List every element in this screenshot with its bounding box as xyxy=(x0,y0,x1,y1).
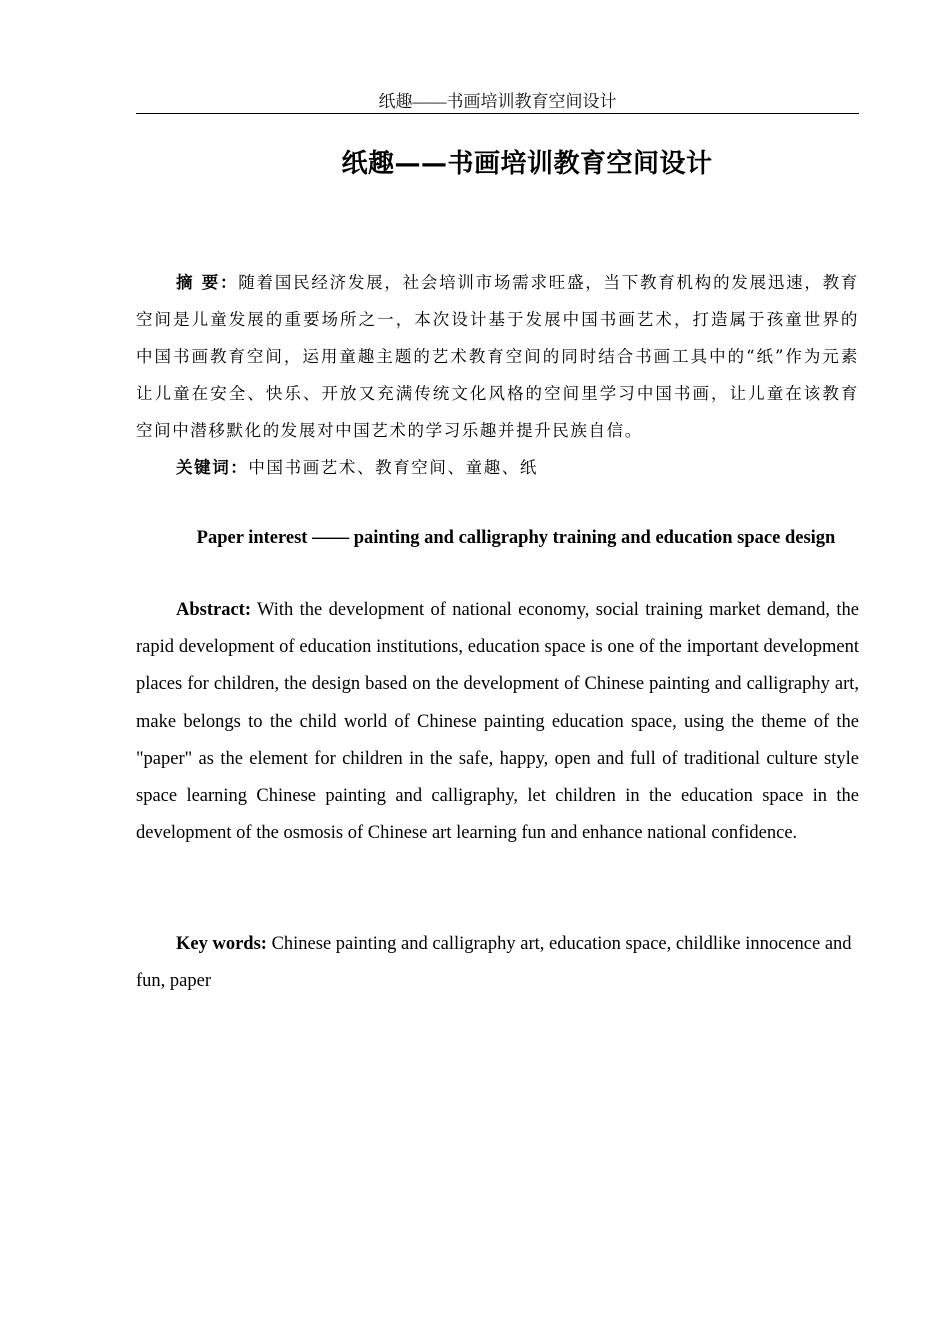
chinese-abstract-label: 摘 要： xyxy=(176,273,239,292)
chinese-abstract-text: 随着国民经济发展，社会培训市场需求旺盛，当下教育机构的发展迅速，教育空间是儿童发展的重要场所之一，本次设计基于发展中国书画艺术，打造属于孩童世界的中国书画教育空间，运用童趣主题的艺术教育空间的同时结合书画工具中的“纸”作为元素让儿童在安全、快乐、开放又充满传统文化风格的空间里学习中国书画，让儿童在该教育空间中潜移默化的发展对中国艺术的学习乐趣并提升民族自信。 xyxy=(136,273,859,440)
english-keywords-label: Key words: xyxy=(176,934,267,954)
english-title: Paper interest —— painting and calligraphy training and education space design xyxy=(196,528,836,548)
chinese-title: 纸趣——书画培训教育空间设计 xyxy=(341,149,713,179)
running-header: 纸趣——书画培训教育空间设计 xyxy=(378,92,617,111)
chinese-abstract xyxy=(136,264,859,449)
chinese-keywords-label: 关键词： xyxy=(176,458,249,477)
english-keywords xyxy=(136,926,859,1000)
chinese-keywords-text: 中国书画艺术、教育空间、童趣、纸 xyxy=(248,458,539,477)
english-abstract xyxy=(136,592,859,852)
chinese-keywords xyxy=(136,449,859,486)
header-rule xyxy=(136,113,859,114)
english-abstract-text: With the development of national economy, social training market demand, the rapid development of education institutions, education space is one of the important development places for children, the design based on the development of Chinese painting and calligraphy art, make belongs to the child world of Chinese painting education space, using the theme of the "paper" as the element for children in the safe, happy, open and full of traditional culture style space learning Chinese painting and calligraphy, let children in the education space in the development of the osmosis of Chinese art learning fun and enhance national confidence. xyxy=(136,600,859,844)
english-keywords-text: Chinese painting and calligraphy art, education space, childlike innocence and fun, paper xyxy=(136,934,852,992)
english-abstract-label: Abstract: xyxy=(176,600,252,620)
